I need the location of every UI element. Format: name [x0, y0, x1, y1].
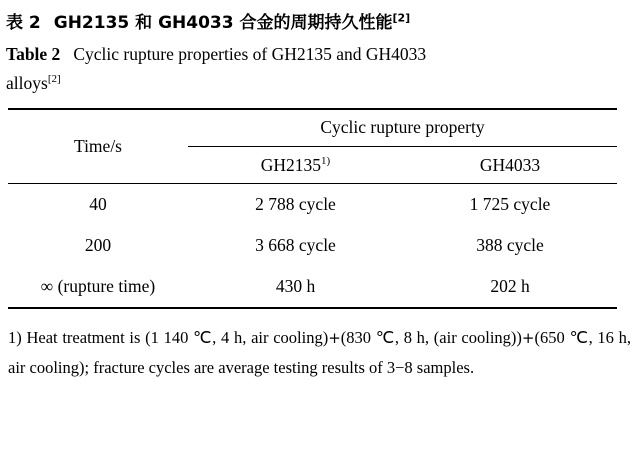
header-col-gh2135 [188, 147, 403, 184]
table-caption [0, 0, 639, 98]
table-footnote [8, 323, 631, 383]
header-group-cyclic-rupture-property: Cyclic rupture property [188, 109, 617, 147]
footnote-marker: 1) [8, 328, 22, 347]
table-row [8, 225, 617, 266]
header-col-gh4033 [403, 147, 617, 184]
footnote-part4: (650 ℃, 16 h, air cooling); fracture cycles are [8, 328, 632, 377]
header-col-gh4033-label: GH4033 [479, 154, 541, 175]
caption-chinese-superscript: [2] [392, 11, 411, 25]
footnote-plus-1: + [328, 329, 341, 347]
table-header-row-top [8, 109, 617, 147]
header-col-gh2135-label: GH2135 [260, 154, 322, 175]
caption-english-line2-wrap [6, 69, 633, 98]
cell-gh2135-2: 430 h [188, 266, 403, 308]
cell-gh2135-0: 2 788 cycle [188, 184, 403, 226]
cell-gh2135-1: 3 668 cycle [255, 235, 336, 255]
table-row [8, 266, 617, 308]
cell-time-0: 40 [8, 184, 188, 226]
caption-english-label: Table 2 [6, 44, 61, 64]
caption-english-superscript: [2] [47, 73, 61, 86]
cell-time-2: ∞ (rupture time) [8, 266, 188, 308]
footnote-part1: Heat treatment is (1 140 ℃, 4 h, air cooling) [26, 328, 329, 347]
footnote-part2: (830 ℃, 8 h, [340, 328, 430, 347]
caption-chinese [6, 8, 633, 38]
footnote-part3: (air cooling)) [433, 328, 522, 347]
caption-english-line1: Cyclic rupture properties of GH2135 and GH4033 [73, 44, 427, 64]
caption-english [6, 40, 633, 98]
header-time-column: Time/s [8, 109, 188, 184]
cell-time-1: 200 [84, 235, 112, 255]
cell-gh4033-1: 388 cycle [476, 235, 544, 255]
footnote-part5: average testing results of 3−8 samples. [218, 358, 475, 377]
caption-chinese-text: GH2135 和 GH4033 合金的周期持久性能 [53, 13, 393, 33]
header-col-gh2135-superscript: 1) [321, 154, 331, 167]
caption-english-line2: alloys [6, 73, 48, 93]
cell-gh4033-0: 1 725 cycle [403, 184, 617, 226]
cell-gh4033-2: 202 h [403, 266, 617, 308]
data-table [8, 108, 617, 309]
table-row [8, 184, 617, 226]
caption-chinese-label: 表 2 [6, 13, 41, 33]
footnote-plus-2: + [521, 329, 535, 347]
